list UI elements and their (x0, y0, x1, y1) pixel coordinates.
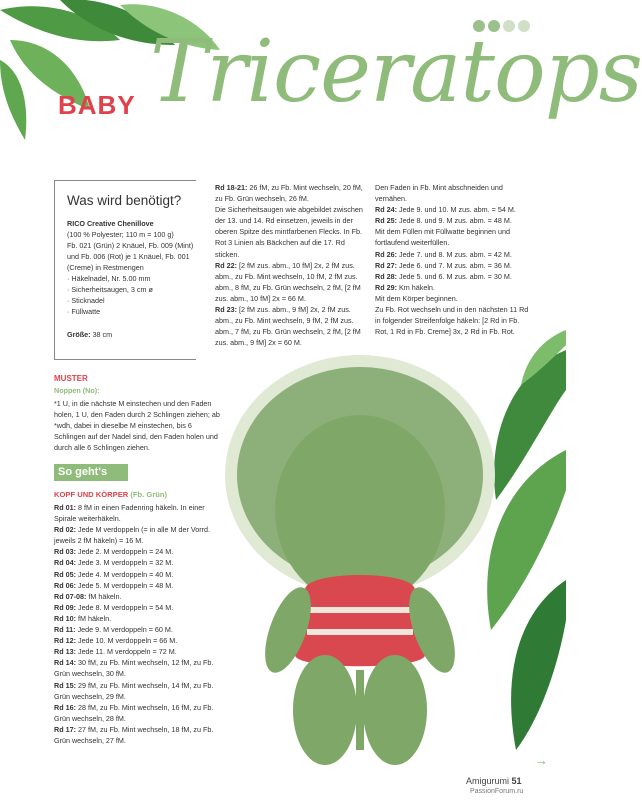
round-text: Jede 2. M verdoppeln = 24 M. (77, 547, 174, 557)
instruction-step (54, 580, 224, 591)
round-text: Jede 9. und 10. M zus. abm. = 54 M. (398, 205, 516, 215)
round-label: Rd 07-08: (54, 591, 87, 601)
materials-item: · Sicherheitsaugen, 3 cm ø (67, 284, 196, 295)
instruction-step (375, 282, 530, 293)
round-label: Rd 15: (54, 680, 76, 690)
materials-item: · Häkelnadel, Nr. 5.00 mm (67, 273, 196, 284)
round-text: Jede 8. M verdoppeln = 54 M. (77, 602, 174, 612)
round-label: Rd 02: (54, 525, 76, 535)
round-label: Rd 03: (54, 547, 76, 557)
instruction-step (54, 557, 224, 568)
round-label: Rd 13: (54, 647, 76, 657)
instruction-step (54, 680, 224, 702)
instruction-step (54, 657, 224, 679)
round-label: Rd 12: (54, 636, 76, 646)
round-text: [2 fM zus. abm., 10 fM] 2x, 2 fM zus. abm., zu Fb. Mint wechseln, 10 fM, 2 fM zus. abm., 8 fM, zu Fb. Grün wechseln, 2 fM, [2 fM zus. abm., 10 fM] 2x = 66 M. (215, 260, 361, 303)
instruction-step (54, 724, 224, 746)
instruction-step (215, 260, 367, 304)
section-heading-color: (Fb. Grün) (130, 490, 168, 499)
round-text: Jede 5. M verdoppeln = 48 M. (77, 580, 174, 590)
round-text: [2 fM zus. abm., 9 fM] 2x, 2 fM zus. abm., zu Fb. Mint wechseln, 9 fM, 2 fM zus. abm., 7 fM, zu Fb. Grün wechseln, 2 fM, [2 fM zus. abm., 9 fM] 2x = 60 M. (215, 305, 361, 348)
instruction-step (375, 293, 530, 304)
round-label: Rd 09: (54, 602, 76, 612)
instruction-step (215, 182, 367, 204)
round-text: Mit dem Körper beginnen. (375, 293, 458, 303)
round-text: Zu Fb. Rot wechseln und in den nächsten 11 Rd in folgender Streifenfolge häkeln: [2 Rd in Fb. Rot, 1 Rd in Fb. Creme] 3x, 2 Rd in Fb. Rot. (375, 305, 529, 337)
instruction-step (54, 546, 224, 557)
size-line (67, 329, 196, 340)
muster-heading: MUSTER (54, 374, 88, 383)
instruction-step (375, 182, 530, 204)
round-label: Rd 17: (54, 724, 76, 734)
round-label: Rd 29: (375, 282, 397, 292)
instruction-step (54, 646, 224, 657)
section-banner: So geht's (54, 464, 128, 481)
size-label: Größe: (67, 330, 91, 339)
round-label: Rd 18-21: (215, 183, 248, 192)
round-label: Rd 05: (54, 569, 76, 579)
instruction-step (375, 215, 530, 226)
materials-box (54, 180, 196, 360)
instruction-step (54, 569, 224, 580)
round-label: Rd 25: (375, 216, 397, 226)
page-number: 51 (511, 776, 522, 786)
materials-item: · Sticknadel (67, 295, 196, 306)
round-label: Rd 04: (54, 558, 76, 568)
materials-list (67, 273, 196, 317)
round-text: 29 fM, zu Fb. Mint wechseln, 14 fM, zu Fb. Grün wechseln, 29 fM. (54, 680, 214, 701)
size-value: 38 cm (92, 330, 113, 339)
instruction-step (54, 602, 224, 613)
round-text: Jede 5. und 6. M zus. abm. = 30 M. (398, 271, 512, 281)
instruction-step (375, 271, 530, 282)
yarn-line: und Fb. 006 (Rot) je 1 Knäuel, Fb. 001 (67, 252, 190, 261)
round-label: Rd 10: (54, 613, 76, 623)
round-text: Jede 4. M verdoppeln = 40 M. (77, 569, 174, 579)
round-label: Rd 06: (54, 580, 76, 590)
round-label: Rd 28: (375, 271, 397, 281)
muster-text: *1 U, in die nächste M einstechen und den Faden holen, 1 U, den Faden durch 2 Schlingen ziehen; ab *wdh, dabei in dieselbe M einstechen, bis 6 Schlingen auf der Nadel sind, den Faden holen und durch alle 6 Schlingen ziehen. (54, 399, 220, 453)
instruction-step (375, 226, 530, 248)
round-label: Rd 27: (375, 260, 397, 270)
page-footer (466, 776, 522, 786)
round-text: Jede 9. M verdoppeln = 60 M. (77, 625, 173, 635)
round-text: Km häkeln. (398, 282, 435, 292)
yarn-line: (100 % Polyester; 110 m = 100 g) (67, 230, 174, 239)
round-text: Mit dem Füllen mit Füllwatte beginnen und fortlaufend weiterfüllen. (375, 227, 511, 248)
round-label: Rd 23: (215, 305, 237, 315)
round-label: Rd 26: (375, 249, 397, 259)
round-text: 8 fM in einen Fadenring häkeln. In einer Spirale weiterhäkeln. (54, 503, 205, 524)
instruction-step (54, 524, 224, 546)
round-text: Jede 10. M verdoppeln = 66 M. (77, 636, 178, 646)
round-text: Jede 11. M verdoppeln = 72 M. (77, 647, 177, 657)
instruction-step (375, 204, 530, 215)
round-text: Den Faden in Fb. Mint abschneiden und vernähen. (375, 183, 503, 204)
round-text: 28 fM, zu Fb. Mint wechseln, 16 fM, zu Fb. Grün wechseln, 28 fM. (54, 702, 214, 723)
page-title: Triceratops (150, 22, 642, 122)
instruction-step (375, 260, 530, 271)
round-label: Rd 22: (215, 260, 237, 270)
round-label: Rd 24: (375, 205, 397, 215)
round-text: Jede M verdoppeln (= in alle M der Vorrd. jeweils 2 fM häkeln) = 16 M. (54, 525, 211, 546)
magazine-name: Amigurumi (466, 776, 510, 786)
round-text: 30 fM, zu Fb. Mint wechseln, 12 fM, zu Fb. Grün wechseln, 30 fM. (54, 658, 214, 679)
next-page-arrow: → (534, 752, 548, 768)
round-text: Jede 8. und 9. M zus. abm. = 48 M. (398, 216, 512, 226)
section-heading (54, 490, 167, 499)
round-text: Jede 6. und 7. M zus. abm. = 36 M. (398, 260, 512, 270)
round-text: fM häkeln. (77, 613, 112, 623)
instruction-step (54, 613, 224, 624)
watermark: PassionForum.ru (470, 788, 524, 795)
yarn-line: Fb. 021 (Grün) 2 Knäuel, Fb. 009 (Mint) (67, 241, 194, 250)
round-label: Rd 14: (54, 658, 76, 668)
instructions-column-1 (54, 502, 224, 746)
instruction-step (54, 624, 224, 635)
title-prefix: BABY (58, 90, 136, 120)
round-label: Rd 16: (54, 702, 76, 712)
instruction-step (54, 702, 224, 724)
instruction-step (54, 591, 224, 602)
triceratops-toy-photo (210, 310, 520, 780)
round-text: Jede 7. und 8. M zus. abm. = 42 M. (398, 249, 512, 259)
round-text: Die Sicherheitsaugen wie abgebildet zwischen der 13. und 14. Rd einsetzen, jeweils in der oberen Spitze des mintfarbenen Flecks. In Fb. Rot 3 Linien als Bäckchen auf die 17. Rd sticken. (215, 205, 363, 259)
round-label: Rd 11: (54, 625, 76, 635)
round-text: fM häkeln. (88, 591, 122, 601)
instruction-step (215, 204, 367, 259)
instruction-step (375, 249, 530, 260)
round-text: 26 fM, zu Fb. Mint wechseln, 20 fM, zu Fb. Grün wechseln, 26 fM. (215, 183, 363, 204)
yarn-line: (Creme) in Restmengen (67, 263, 144, 272)
round-text: 27 fM, zu Fb. Mint wechseln, 18 fM, zu Fb. Grün wechseln, 27 fM. (54, 724, 214, 745)
instruction-step (54, 502, 224, 524)
yarn-name: RICO Creative Chenillove (67, 219, 154, 228)
materials-item: · Füllwatte (67, 306, 196, 317)
muster-subheading: Noppen (No): (54, 386, 100, 395)
instruction-step (54, 635, 224, 646)
materials-heading: Was wird benötigt? (67, 193, 182, 208)
section-heading-text: KOPF UND KÖRPER (54, 490, 129, 499)
round-text: Jede 3. M verdoppeln = 32 M. (77, 558, 174, 568)
round-label: Rd 01: (54, 503, 76, 512)
